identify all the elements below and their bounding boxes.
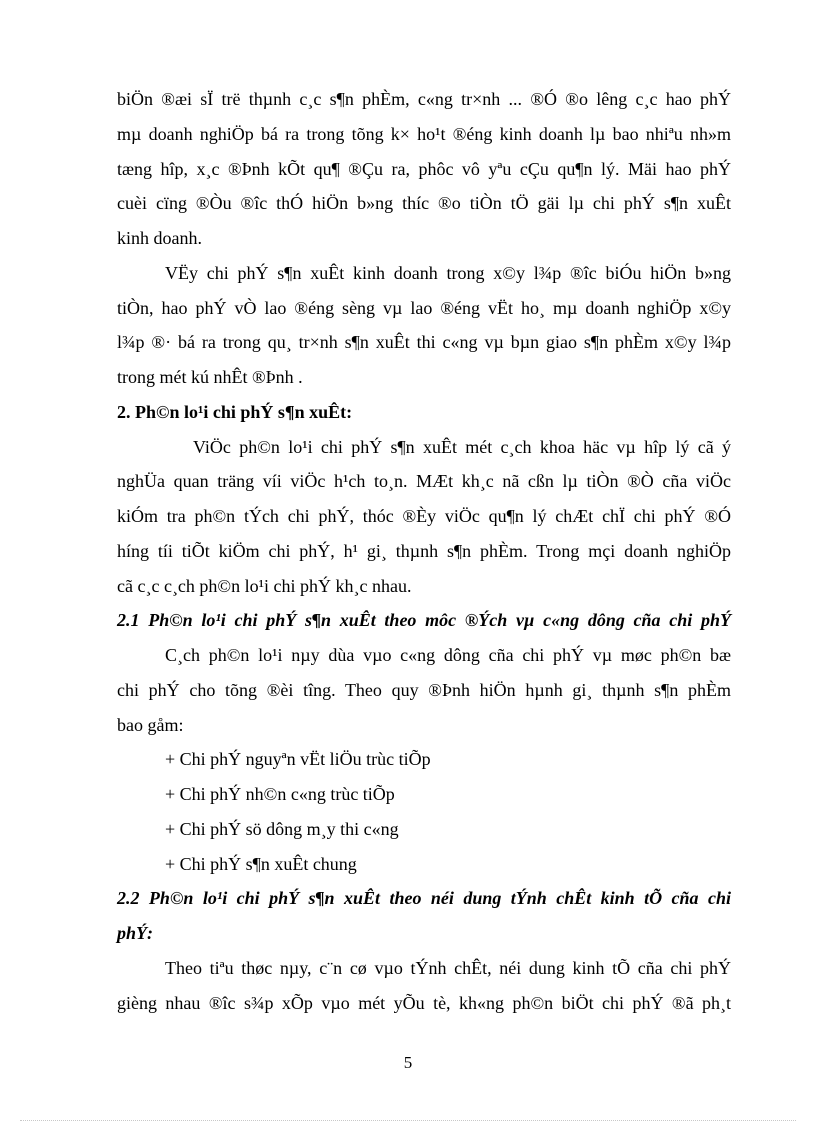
- page-number: 5: [403, 1053, 413, 1072]
- body-text-line: Theo tiªu thøc nµy, c¨n cø vµo tÝnh chÊt, néi dung kinh tÕ cña chi phÝ: [165, 958, 731, 978]
- list-item: + Chi phÝ s¶n xuÊt chung: [165, 854, 357, 874]
- body-text-line: cuèi cïng ®Òu ®îc thÓ hiÖn b»ng thíc ®o tiÒn tÖ gäi lµ chi phÝ s¶n xuÊt: [117, 193, 731, 213]
- subsection-heading: phÝ:: [117, 923, 153, 943]
- subsection-heading: 2.1 Ph©n lo¹i chi phÝ s¶n xuÊt theo môc ®Ých vµ c«ng dông cña chi phÝ: [117, 610, 731, 630]
- body-text-line: cã c¸c c¸ch ph©n lo¹i chi phÝ kh¸c nhau.: [117, 576, 412, 596]
- body-text-line: bao gåm:: [117, 715, 184, 735]
- body-text-line: tæng hîp, x¸c ®Þnh kÕt qu¶ ®Çu ra, phôc vô yªu cÇu qu¶n lý. Mäi hao phÝ: [117, 159, 731, 179]
- body-text-line: C¸ch ph©n lo¹i nµy dùa vµo c«ng dông cña chi phÝ vµ møc ph©n bæ: [165, 645, 731, 665]
- body-text-line: biÖn ®æi sÏ trë thµnh c¸c s¶n phÈm, c«ng tr×nh ... ®Ó ®o lêng c¸c hao phÝ: [117, 89, 731, 109]
- section-heading: 2. Ph©n lo¹i chi phÝ s¶n xuÊt:: [117, 402, 353, 422]
- body-text-line: ViÖc ph©n lo¹i chi phÝ s¶n xuÊt mét c¸ch khoa häc vµ hîp lý cã ý: [193, 437, 731, 457]
- body-text-line: chi phÝ cho tõng ®èi tîng. Theo quy ®Þnh hiÖn hµnh gi¸ thµnh s¶n phÈm: [117, 680, 731, 700]
- list-item: + Chi phÝ nh©n c«ng trùc tiÕp: [165, 784, 395, 804]
- body-text-line: híng tíi tiÕt kiÖm chi phÝ, h¹ gi¸ thµnh s¶n phÈm. Trong mçi doanh nghiÖp: [117, 541, 731, 561]
- body-text-line: tiÒn, hao phÝ vÒ lao ®éng sèng vµ lao ®éng vËt ho¸ mµ doanh nghiÖp x©y: [117, 298, 731, 318]
- body-text-line: kiÓm tra ph©n tÝch chi phÝ, thóc ®Èy viÖc qu¶n lý chÆt chÏ chi phÝ ®Ó: [117, 506, 731, 526]
- page-border-divider: [20, 1120, 796, 1121]
- subsection-heading: 2.2 Ph©n lo¹i chi phÝ s¶n xuÊt theo néi dung tÝnh chÊt kinh tÕ cña chi: [117, 888, 731, 908]
- body-text-line: trong mét kú nhÊt ®Þnh .: [117, 367, 303, 387]
- body-text-line: l¾p ®· bá ra trong qu¸ tr×nh s¶n xuÊt thi c«ng vµ bµn giao s¶n phÈm x©y l¾p: [117, 332, 731, 352]
- body-text-line: nghÜa quan träng víi viÖc h¹ch to¸n. MÆt kh¸c nã cßn lµ tiÒn ®Ò cña viÖc: [117, 471, 731, 491]
- body-text-line: mµ doanh nghiÖp bá ra trong tõng k× ho¹t ®éng kinh doanh lµ bao nhiªu nh»m: [117, 124, 731, 144]
- body-text-line: kinh doanh.: [117, 228, 202, 248]
- list-item: + Chi phÝ nguyªn vËt liÖu trùc tiÕp: [165, 749, 431, 769]
- body-text-line: VËy chi phÝ s¶n xuÊt kinh doanh trong x©y l¾p ®îc biÓu hiÖn b»ng: [165, 263, 731, 283]
- list-item: + Chi phÝ sö dông m¸y thi c«ng: [165, 819, 399, 839]
- body-text-line: gièng nhau ®îc s¾p xÕp vµo mét yÕu tè, kh«ng ph©n biÖt chi phÝ ®ã ph¸t: [117, 993, 731, 1013]
